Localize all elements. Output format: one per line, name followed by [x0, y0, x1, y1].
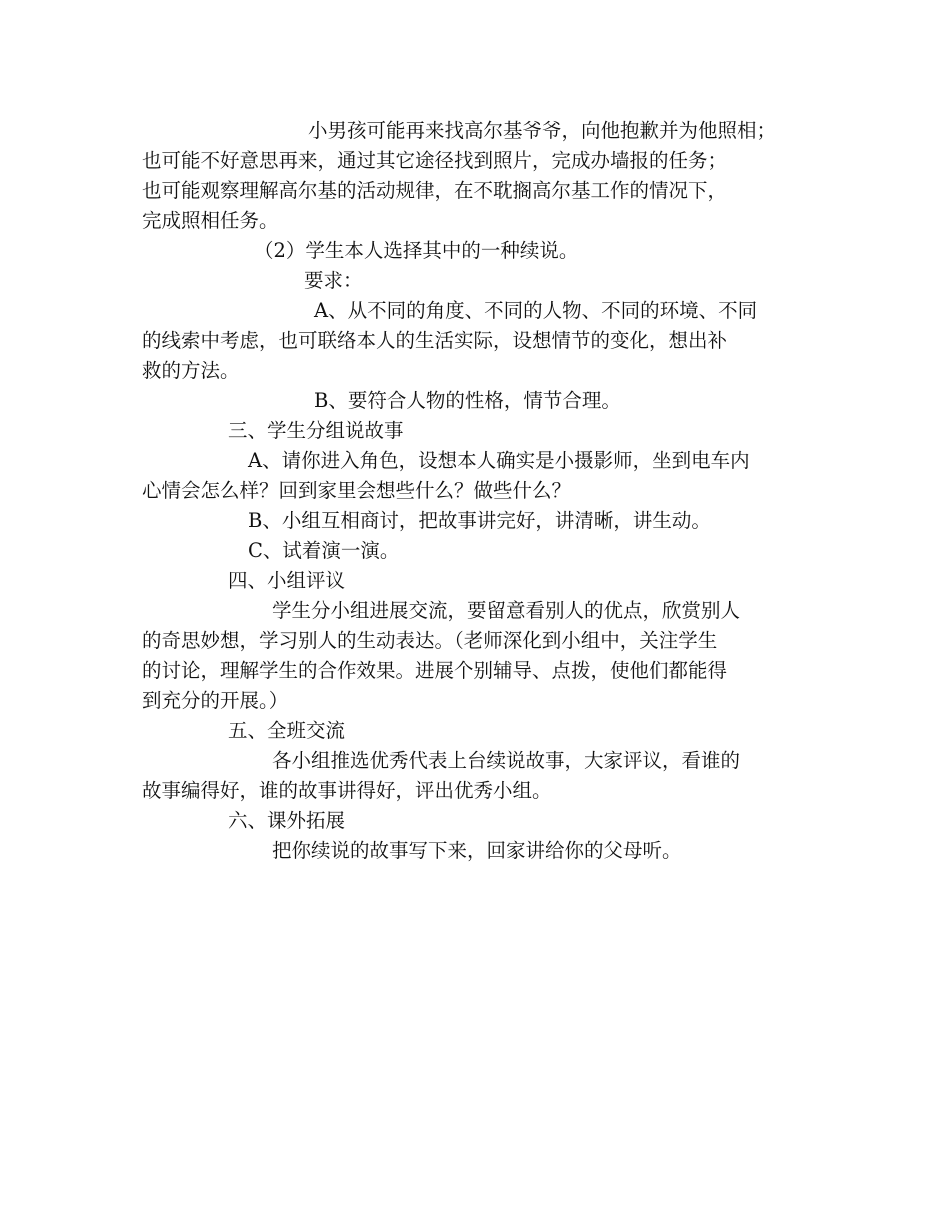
paragraph-line: 心情会怎么样？回到家里会想些什么？做些什么？ — [142, 479, 572, 502]
section-heading: 六、课外拓展 — [228, 809, 346, 832]
section-heading: 五、全班交流 — [228, 719, 346, 742]
paragraph-line: 故事编得好，谁的故事讲得好，评出优秀小组。 — [142, 779, 552, 802]
paragraph-line: 也可能观察理解高尔基的活动规律，在不耽搁高尔基工作的情况下， — [142, 179, 728, 202]
paragraph-line: 小男孩可能再来找高尔基爷爷，向他抱歉并为他照相； — [308, 119, 777, 142]
paragraph-line: 也可能不好意思再来，通过其它途径找到照片，完成办墙报的任务； — [142, 149, 728, 172]
paragraph-line: 到充分的开展。） — [142, 689, 289, 712]
paragraph-line: 各小组推选优秀代表上台续说故事，大家评议，看谁的 — [272, 749, 741, 772]
paragraph-line: C、试着演一演。 — [248, 539, 400, 562]
paragraph-line: A、请你进入角色，设想本人确实是小摄影师，坐到电车内 — [248, 449, 750, 472]
paragraph-line: B、要符合人物的性格，情节合理。 — [314, 389, 621, 412]
paragraph-line: B、小组互相商讨，把故事讲完好，讲清晰，讲生动。 — [248, 509, 711, 532]
paragraph-line: 的讨论，理解学生的合作效果。进展个别辅导、点拨，使他们都能得 — [142, 659, 728, 682]
section-heading: 三、学生分组说故事 — [228, 419, 404, 442]
paragraph-line: 完成照相任务。 — [142, 209, 279, 232]
section-heading: 四、小组评议 — [228, 569, 346, 592]
paragraph-line: 救的方法。 — [142, 359, 240, 382]
paragraph-line: A、从不同的角度、不同的人物、不同的环境、不同 — [314, 299, 758, 322]
paragraph-line: 的奇思妙想，学习别人的生动表达。（老师深化到小组中，关注学生 — [142, 629, 718, 652]
paragraph-line: 把你续说的故事写下来，回家讲给你的父母听。 — [272, 839, 682, 862]
paragraph-line: 的线索中考虑，也可联络本人的生活实际，设想情节的变化，想出补 — [142, 329, 728, 352]
document-body — [142, 116, 822, 866]
paragraph-line: 要求： — [304, 269, 363, 292]
paragraph-line: （2）学生本人选择其中的一种续说。 — [254, 239, 579, 262]
paragraph-line: 学生分小组进展交流，要留意看别人的优点，欣赏别人 — [272, 599, 741, 622]
